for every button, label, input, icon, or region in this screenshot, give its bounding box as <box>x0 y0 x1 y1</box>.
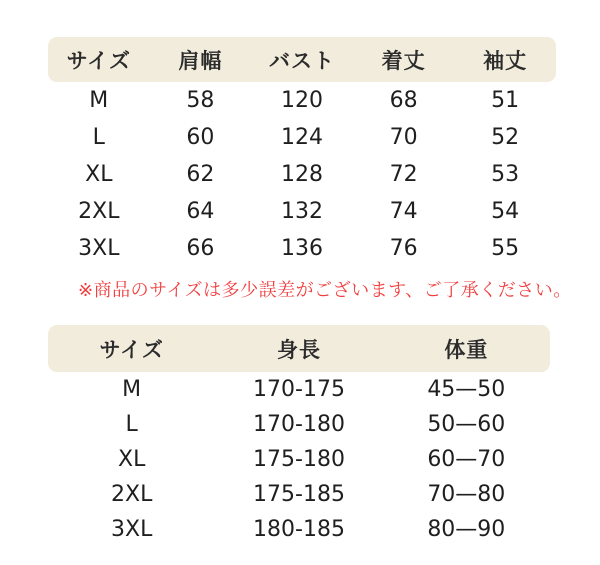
weight-range: 60—70 <box>427 447 506 472</box>
bust-value: 120 <box>280 88 323 113</box>
shoulder-value: 64 <box>186 199 215 224</box>
size-disclaimer-note: ※商品のサイズは多少誤差がございます、ご了承ください。 <box>78 280 572 301</box>
weight-range: 70—80 <box>427 482 506 507</box>
table-row <box>48 156 556 193</box>
size-label: L <box>125 412 138 437</box>
length-value: 72 <box>389 162 418 187</box>
shoulder-value: 58 <box>186 88 215 113</box>
garment-table-header-row <box>48 37 556 82</box>
body-table-header-row <box>48 325 550 372</box>
size-label: M <box>122 377 142 402</box>
column-header-height: 身長 <box>276 337 321 362</box>
table-row <box>48 477 550 512</box>
sleeve-value: 51 <box>491 88 520 113</box>
column-header-length: 着丈 <box>381 48 426 73</box>
table-row <box>48 372 550 407</box>
bust-value: 128 <box>280 162 323 187</box>
bust-value: 124 <box>280 125 323 150</box>
table-row <box>48 193 556 230</box>
height-range: 180-185 <box>253 517 345 542</box>
table-row <box>48 512 550 547</box>
length-value: 74 <box>389 199 418 224</box>
garment-size-table <box>48 37 556 267</box>
shoulder-value: 60 <box>186 125 215 150</box>
size-label: XL <box>85 162 113 187</box>
sleeve-value: 54 <box>491 199 520 224</box>
weight-range: 50—60 <box>427 412 506 437</box>
column-header-sleeve: 袖丈 <box>483 48 528 73</box>
size-label: 2XL <box>111 482 153 507</box>
size-label: 3XL <box>111 517 153 542</box>
shoulder-value: 66 <box>186 236 215 261</box>
column-header-bust: バスト <box>268 48 335 73</box>
length-value: 76 <box>389 236 418 261</box>
height-range: 170-180 <box>253 412 345 437</box>
bust-value: 132 <box>280 199 323 224</box>
table-row <box>48 119 556 156</box>
table-row <box>48 442 550 477</box>
table-row <box>48 230 556 267</box>
length-value: 70 <box>389 125 418 150</box>
height-range: 175-180 <box>253 447 345 472</box>
column-header-shoulder: 肩幅 <box>178 48 223 73</box>
shoulder-value: 62 <box>186 162 215 187</box>
length-value: 68 <box>389 88 418 113</box>
height-range: 170-175 <box>253 377 345 402</box>
column-header-size: サイズ <box>66 48 131 73</box>
column-header-size: サイズ <box>99 337 164 362</box>
bust-value: 136 <box>280 236 323 261</box>
weight-range: 80—90 <box>427 517 506 542</box>
size-label: XL <box>118 447 146 472</box>
height-range: 175-185 <box>253 482 345 507</box>
weight-range: 45—50 <box>427 377 506 402</box>
sleeve-value: 55 <box>491 236 520 261</box>
body-size-table <box>48 325 550 547</box>
size-label: 2XL <box>78 199 120 224</box>
size-label: 3XL <box>78 236 120 261</box>
table-row <box>48 82 556 119</box>
sleeve-value: 52 <box>491 125 520 150</box>
column-header-weight: 体重 <box>444 337 489 362</box>
sleeve-value: 53 <box>491 162 520 187</box>
size-label: L <box>92 125 105 150</box>
size-label: M <box>89 88 109 113</box>
table-row <box>48 407 550 442</box>
